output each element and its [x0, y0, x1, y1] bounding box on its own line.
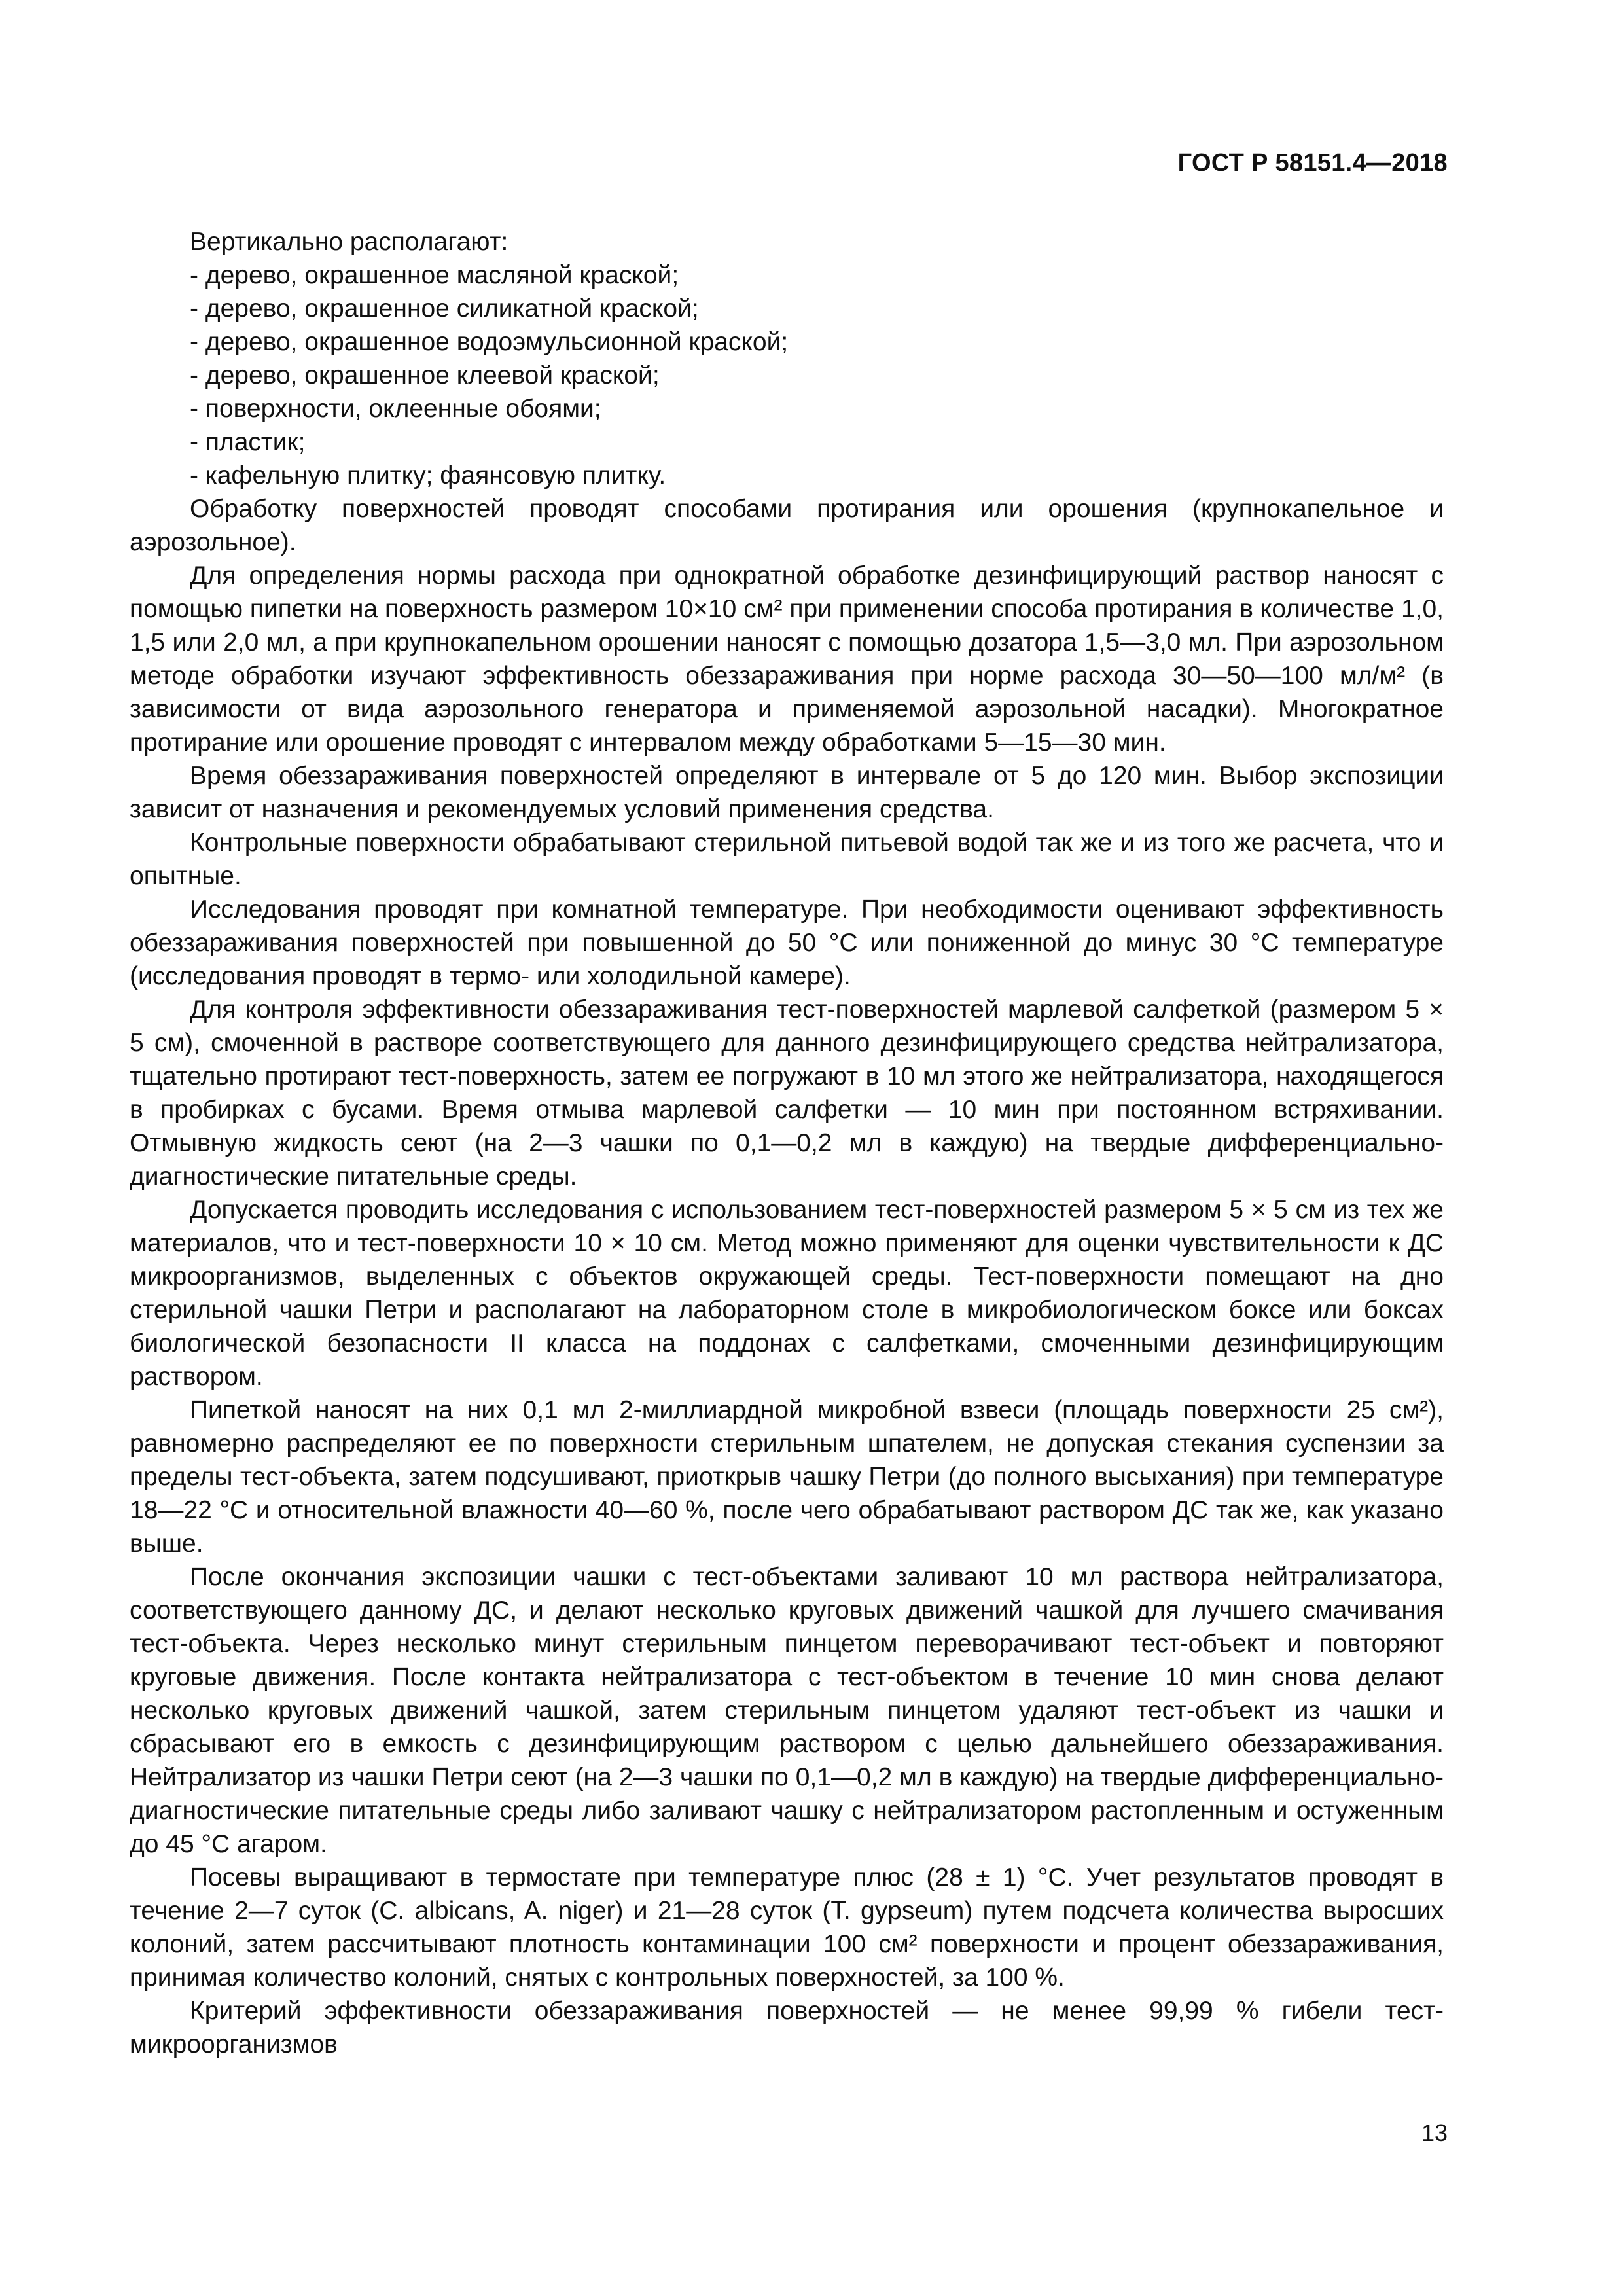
list-item: - дерево, окрашенное клеевой краской;: [190, 361, 660, 389]
paragraph: Пипеткой наносят на них 0,1 мл 2-миллиардной микробной взвеси (площадь поверхности 25 см²), равномерно распределяют ее по поверхности стерильным шпателем, не допуская стекания суспензии за пределы тест-объекта, затем подсушивают, приоткрыв чашку Петри (до полного высыхания) при температуре 18—22 °С и относительной влажности 40—60 %, после чего обрабатывают раствором ДС так же, как указано выше.: [130, 1396, 1444, 1558]
paragraph: Для контроля эффективности обеззараживания тест-поверхностей марлевой салфеткой (размером 5 × 5 см), смоченной в растворе соответствующего для данного дезинфицирующего средства нейтрализатора, тщательно протирают тест-поверхность, затем ее погружают в 10 мл этого же нейтрализатора, находящегося в пробирках с бусами. Время отмыва марлевой салфетки — 10 мин при постоянном встряхивании. Отмывную жидкость сеют (на 2—3 чашки по 0,1—0,2 мл в каждую) на твердые дифференциально-диагностические питательные среды.: [130, 996, 1444, 1191]
paragraph: Для определения нормы расхода при однократной обработке дезинфицирующий раствор наносят с помощью пипетки на поверхность размером 10×10 см² при применении способа протирания в количестве 1,0, 1,5 или 2,0 мл, а при крупнокапельном орошении наносят с помощью дозатора 1,5—3,0 мл. При аэрозольном методе обработки изучают эффективность обеззараживания при норме расхода 30—50—100 мл/м² (в зависимости от вида аэрозольного генератора и применяемой аэрозольной насадки). Многократное протирание или орошение проводят с интервалом между обработками 5—15—30 мин.: [130, 562, 1444, 757]
paragraph: После окончания экспозиции чашки с тест-объектами заливают 10 мл раствора нейтрализатора, соответствующего данному ДС, и делают несколько круговых движений чашкой для лучшего смачивания тест-объекта. Через несколько минут стерильным пинцетом переворачивают тест-объект и повторяют круговые движения. После контакта нейтрализатора с тест-объектом в течение 10 мин снова делают несколько круговых движений чашкой, затем стерильным пинцетом удаляют тест-объект из чашки и сбрасывают его в емкость с дезинфицирующим раствором с целью дальнейшего обеззараживания. Нейтрализатор из чашки Петри сеют (на 2—3 чашки по 0,1—0,2 мл в каждую) на твердые дифференциально-диагностические питательные среды либо заливают чашку с нейтрализатором растопленным и остуженным до 45 °С агаром.: [130, 1563, 1444, 1858]
intro-line: Вертикально располагают:: [190, 228, 508, 256]
list-item: - дерево, окрашенное водоэмульсионной краской;: [190, 328, 789, 356]
list-item: - дерево, окрашенное силикатной краской;: [190, 295, 699, 323]
paragraph: Критерий эффективности обеззараживания поверхностей — не менее 99,99 % гибели тест-микроорганизмов: [130, 1997, 1444, 2058]
document-number: ГОСТ Р 58151.4—2018: [1177, 149, 1448, 177]
paragraph: Время обеззараживания поверхностей определяют в интервале от 5 до 120 мин. Выбор экспозиции зависит от назначения и рекомендуемых условий применения средства.: [130, 762, 1444, 823]
surface-list: [130, 259, 1444, 492]
list-item: - дерево, окрашенное масляной краской;: [190, 261, 679, 289]
paragraph: Посевы выращивают в термостате при температуре плюс (28 ± 1) °С. Учет результатов проводят в течение 2—7 суток (C. albicans, A. niger) и 21—28 суток (T. gypseum) путем подсчета количества выросших колоний, затем рассчитывают плотность контаминации 100 см² поверхности и процент обеззараживания, принимая количество колоний, снятых с контрольных поверхностей, за 100 %.: [130, 1863, 1444, 1992]
paragraph: Обработку поверхностей проводят способами протирания или орошения (крупнокапельное и аэрозольное).: [130, 495, 1444, 556]
list-item: - поверхности, оклеенные обоями;: [190, 395, 601, 423]
body-text: [130, 225, 1444, 2061]
list-item: - кафельную плитку; фаянсовую плитку.: [190, 461, 666, 490]
paragraph: Исследования проводят при комнатной температуре. При необходимости оценивают эффективность обеззараживания поверхностей при повышенной до 50 °С или пониженной до минус 30 °С температуре (исследования проводят в термо- или холодильной камере).: [130, 895, 1444, 990]
page-number: 13: [1421, 2119, 1448, 2146]
list-item: - пластик;: [190, 428, 306, 456]
paragraph: Контрольные поверхности обрабатывают стерильной питьевой водой так же и из того же расчета, что и опытные.: [130, 829, 1444, 890]
paragraph: Допускается проводить исследования с использованием тест-поверхностей размером 5 × 5 см из тех же материалов, что и тест-поверхности 10 × 10 см. Метод можно применяют для оценки чувствительности к ДС микроорганизмов, выделенных с объектов окружающей среды. Тест-поверхности помещают на дно стерильной чашки Петри и располагают на лабораторном столе в микробиологическом боксе или боксах биологической безопасности II класса на поддонах с салфетками, смоченными дезинфицирующим раствором.: [130, 1196, 1444, 1391]
